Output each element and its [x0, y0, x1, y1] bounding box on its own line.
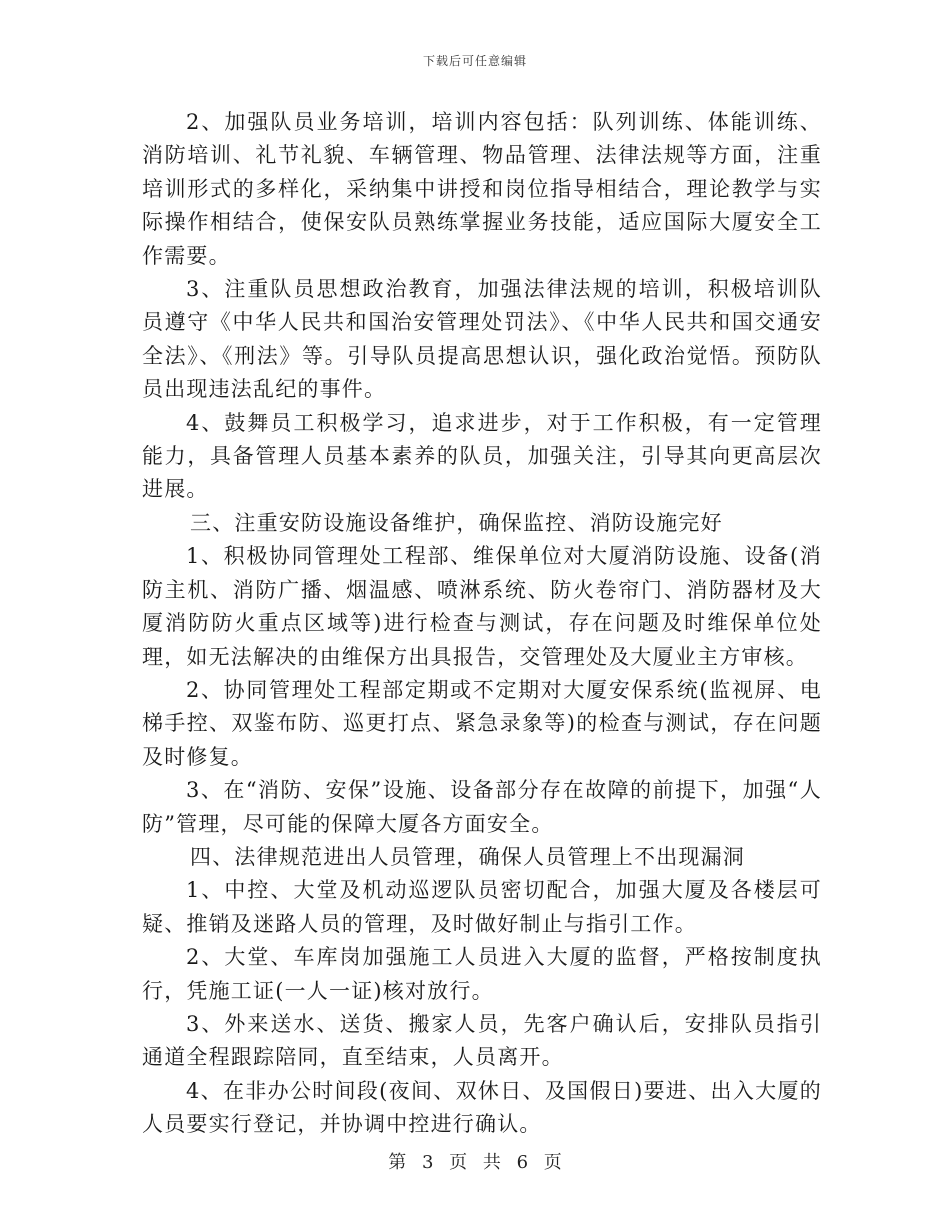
footer-suffix: 页 [543, 1152, 562, 1173]
footer-current-page: 3 [421, 1152, 434, 1173]
paragraph-after-hours: 4、在非办公时间段(夜间、双休日、及国假日)要进、出入大厦的人员要实行登记，并协调中控进行确认。 [142, 1078, 822, 1137]
paragraph-security-system: 2、协同管理处工程部定期或不定期对大厦安保系统(监视屏、电梯手控、双鉴布防、巡更打点、紧急录象等)的检查与测试，存在问题及时修复。 [142, 677, 822, 769]
paragraph-construction-workers: 2、大堂、车库岗加强施工人员进入大厦的监督，严格按制度执行，凭施工证(一人一证)核对放行。 [142, 945, 822, 1003]
section-heading-personnel: 四、法律规范进出人员管理，确保人员管理上不出现漏洞 [190, 844, 745, 869]
footer-total-word: 共 [482, 1152, 501, 1173]
page-number-footer [0, 1148, 950, 1174]
document-body [142, 106, 822, 1142]
paragraph-patrol-coordination: 1、中控、大堂及机动巡逻队员密切配合，加强大厦及各楼层可疑、推销及迷路人员的管理，及时做好制止与指引工作。 [142, 878, 822, 936]
footer-total-pages: 6 [516, 1152, 529, 1173]
section-heading-facilities: 三、注重安防设施设备维护，确保监控、消防设施完好 [190, 510, 723, 535]
page-header: 下载后可任意编辑 [422, 54, 527, 68]
paragraph-encourage-learning: 4、鼓舞员工积极学习，追求进步，对于工作积极，有一定管理能力，具备管理人员基本素养的队员，加强关注，引导其向更高层次进展。 [142, 410, 822, 502]
footer-prefix: 第 [388, 1152, 407, 1173]
paragraph-deliveries: 3、外来送水、送货、搬家人员，先客户确认后，安排队员指引通道全程跟踪陪同，直至结束，人员离开。 [142, 1011, 822, 1070]
paragraph-training: 2、加强队员业务培训，培训内容包括：队列训练、体能训练、消防培训、礼节礼貌、车辆管理、物品管理、法律法规等方面，注重培训形式的多样化，采纳集中讲授和岗位指导相结合，理论教学与实际操作相结合，使保安队员熟练掌握业务技能，适应国际大厦安全工作需要。 [142, 110, 822, 268]
paragraph-fire-facilities: 1、积极协同管理处工程部、维保单位对大厦消防设施、设备(消防主机、消防广播、烟温感、喷淋系统、防火卷帘门、消防器材及大厦消防防火重点区域等)进行检查与测试，存在问题及时维保单位处理，如无法解决的由维保方出具报告，交管理处及大厦业主方审核。 [142, 544, 822, 669]
paragraph-political-education: 3、注重队员思想政治教育，加强法律法规的培训，积极培训队员遵守《中华人民共和国治安管理处罚法》、《中华人民共和国交通安全法》、《刑法》等。引导队员提高思想认识，强化政治觉悟。预防队员出现违法乱纪的事件。 [142, 277, 822, 402]
footer-page-word: 页 [449, 1152, 468, 1173]
paragraph-human-defense: 3、在“消防、安保”设施、设备部分存在故障的前提下，加强“人防”管理，尽可能的保障大厦各方面安全。 [142, 778, 822, 836]
